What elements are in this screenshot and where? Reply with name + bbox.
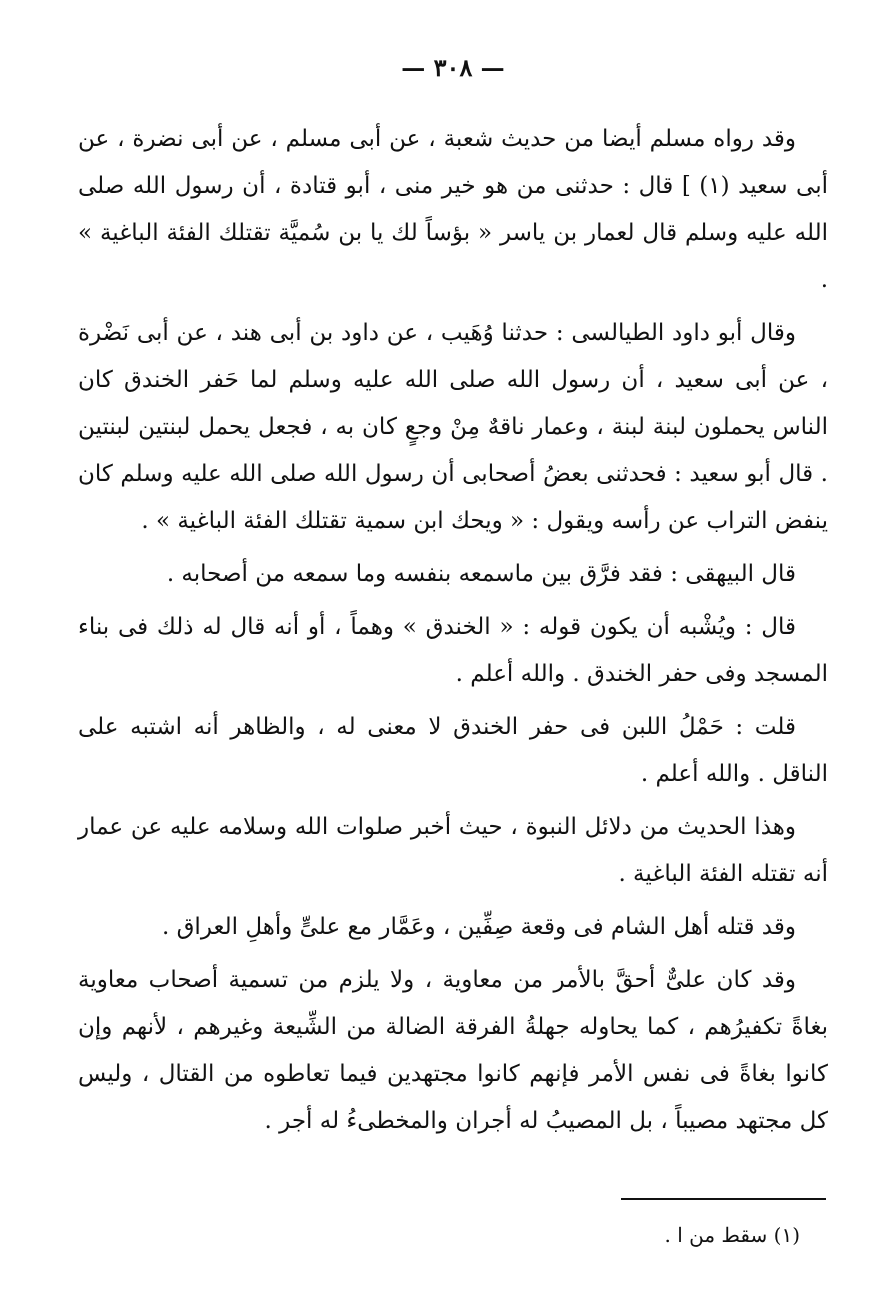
page-number: — ٣٠٨ — — [401, 53, 505, 82]
paragraph-4: قال : ويُشْبه أن يكون قوله : « الخندق » وهماً ، أو أنه قال له ذلك فى بناء المسجد وفى حفر الخندق . والله أعلم . — [78, 614, 828, 687]
paragraph-5: قلت : حَمْلُ اللبن فى حفر الخندق لا معنى له ، والظاهر أنه اشتبه على الناقل . والله أعلم . — [78, 714, 828, 787]
paragraph-6: وهذا الحديث من دلائل النبوة ، حيث أخبر صلوات الله وسلامه عليه عن عمار أنه تقتله الفئة الباغية . — [78, 814, 828, 887]
footnote-divider — [621, 1198, 826, 1200]
paragraph-8: وقد كان علىٌّ أحقَّ بالأمر من معاوية ، ولا يلزم من تسمية أصحاب معاوية بغاةً تكفيرُهم ، كما يحاوله جهلةُ الفرقة الضالة من الشِّيعة وغيرهم ، لأنهم وإن كانوا بغاةً فى نفس الأمر فإنهم كانوا مجتهدين فيما تعاطوه من القتال ، وليس كل مجتهد مصيباً ، بل المصيبُ له أجران والمخطىءُ له أجر . — [78, 967, 828, 1134]
document-page — [78, 40, 828, 1151]
paragraph-1: وقد رواه مسلم أيضا من حديث شعبة ، عن أبى مسلم ، عن أبى نضرة ، عن أبى سعيد (١) ] قال : حدثنى من هو خير منى ، أبو قتادة ، أن رسول الله صلى الله عليه وسلم قال لعمار بن ياسر « بؤساً لك يا بن سُميَّة تقتلك الفئة الباغية » . — [78, 126, 828, 293]
paragraph-7: وقد قتله أهل الشام فى وقعة صِفِّين ، وعَمَّار مع علىٍّ وأهلِ العراق . — [161, 914, 796, 940]
footnote: (١) سقط من ا . — [664, 1223, 800, 1247]
paragraph-3: قال البيهقى : فقد فرَّق بين ماسمعه بنفسه وما سمعه من أصحابه . — [166, 561, 796, 587]
paragraph-2: وقال أبو داود الطيالسى : حدثنا وُهَيب ، عن داود بن أبى هند ، عن أبى نَضْرة ، عن أبى سعيد ، أن رسول الله صلى الله عليه وسلم لما حَفر الخندق كان الناس يحملون لبنة لبنة ، وعمار ناقهٌ مِنْ وجعٍ كان به ، فجعل يحمل لبنتين لبنتين . قال أبو سعيد : فحدثنى بعضُ أصحابى أن رسول الله صلى الله عليه وسلم كان ينفض التراب عن رأسه ويقول : « ويحك ابن سمية تقتلك الفئة الباغية » . — [78, 320, 828, 534]
